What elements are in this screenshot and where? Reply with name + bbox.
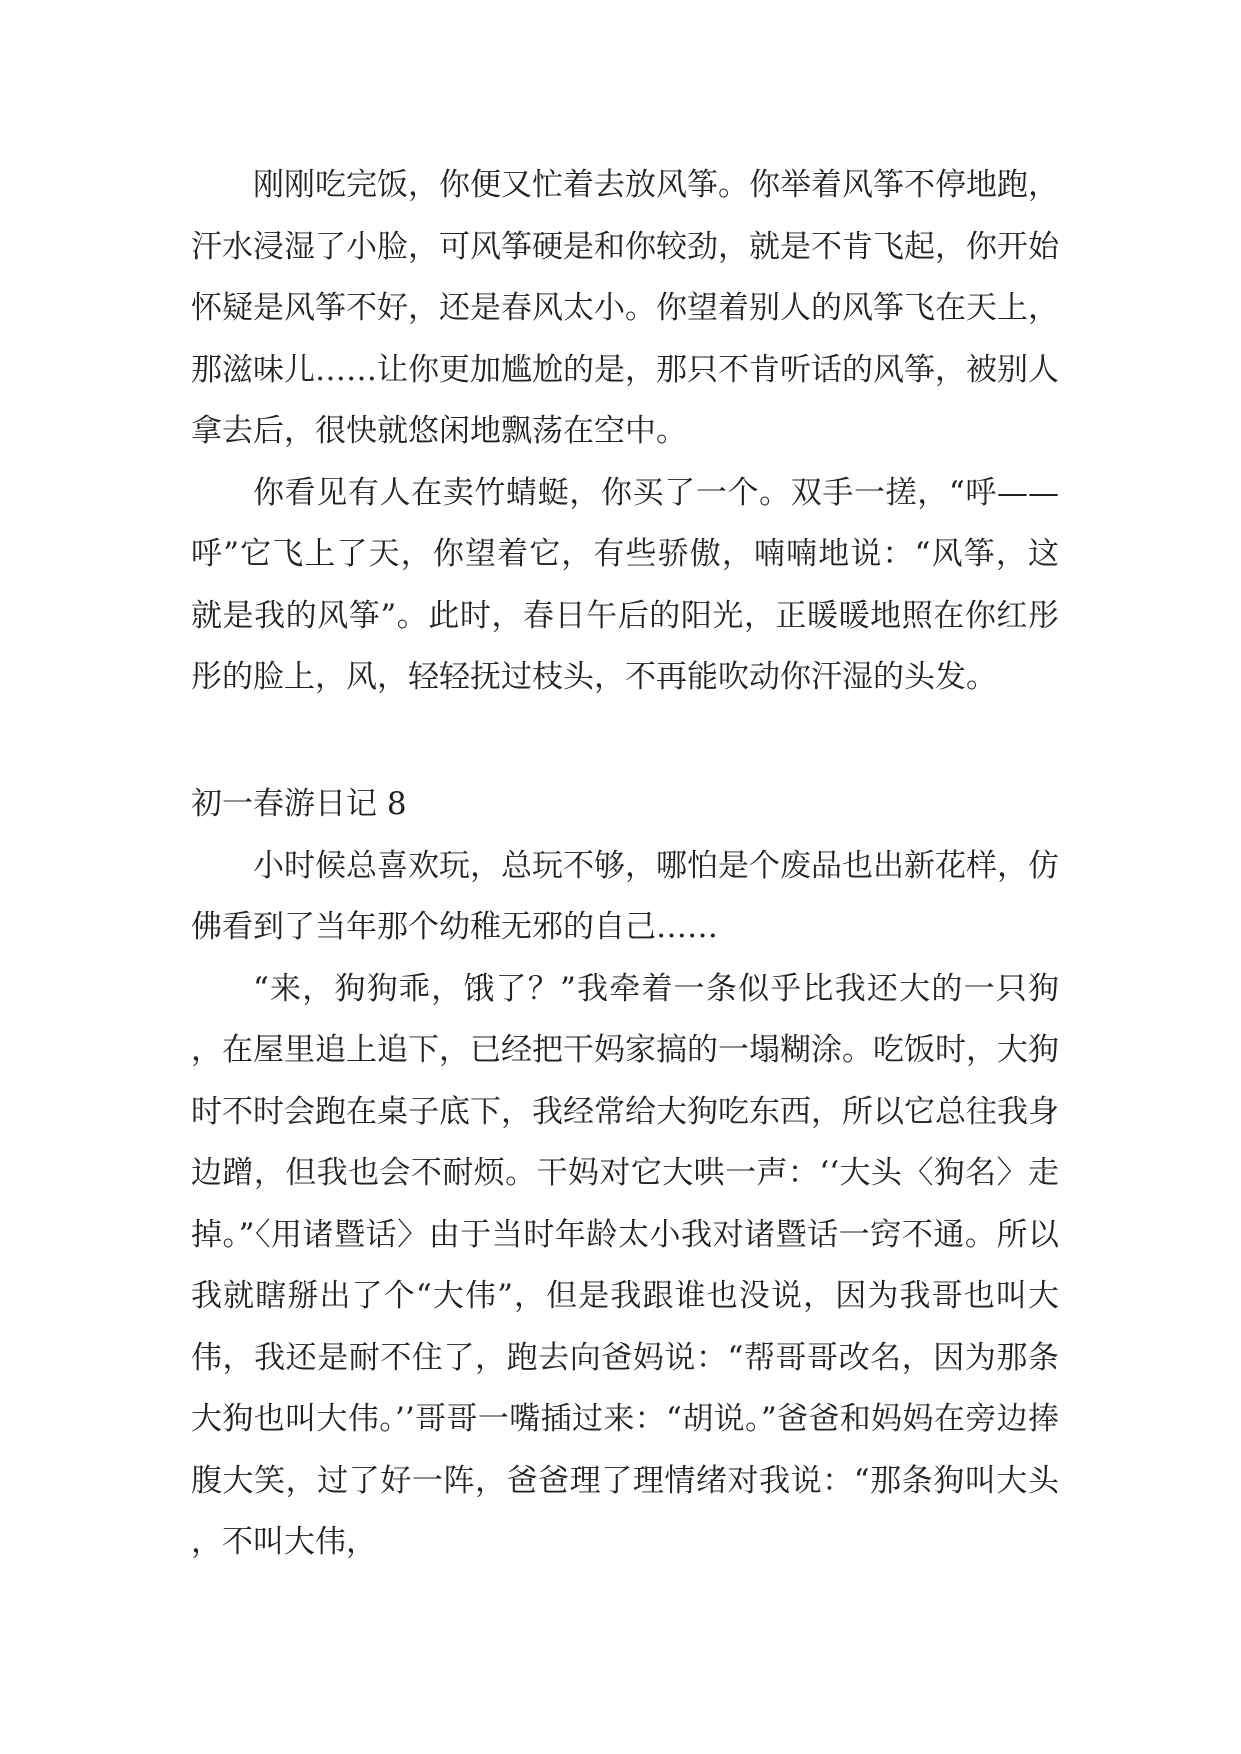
- text-block-bottom: [191, 774, 1059, 1574]
- paragraph-dog-story: “来，狗狗乖，饿了？”我牵着一条似乎比我还大的一只狗，在屋里追上追下，已经把干妈家搞的一塌糊涂。吃饭时，大狗时不时会跑在桌子底下，我经常给大狗吃东西，所以它总往我身边蹭，但我也会不耐烦。干妈对它大哄一声：‘‘大头〈狗名〉走掉。”〈用诸暨话〉由于当时年龄太小我对诸暨话一窍不通。所以我就瞎掰出了个“大伟”，但是我跟谁也没说，因为我哥也叫大伟，我还是耐不住了，跑去向爸妈说：“帮哥哥改名，因为那条大狗也叫大伟。’’哥哥一嘴插过来：“胡说。”爸爸和妈妈在旁边捧腹大笑，过了好一阵，爸爸理了理情绪对我说：“那条狗叫大头，不叫大伟，: [191, 970, 1059, 1560]
- paragraph-kite: 刚刚吃完饭，你便又忙着去放风筝。你举着风筝不停地跑，汗水浸湿了小脸，可风筝硬是和你较劲，就是不肯飞起，你开始怀疑是风筝不好，还是春风太小。你望着别人的风筝飞在天上，那滋味儿……让你更加尴尬的是，那只不肯听话的风筝，被别人拿去后，很快就悠闲地飘荡在空中。: [191, 167, 1059, 449]
- paragraph-bamboo-dragonfly: 你看见有人在卖竹蜻蜓，你买了一个。双手一搓，“呼——呼”它飞上了天，你望着它，有些骄傲，喃喃地说：“风筝，这就是我的风筝”。此时，春日午后的阳光，正暖暖地照在你红彤彤的脸上，风，轻轻抚过枝头，不再能吹动你汗湿的头发。: [191, 474, 1059, 695]
- paragraph-childhood: 小时候总喜欢玩，总玩不够，哪怕是个废品也出新花样，仿佛看到了当年那个幼稚无邪的自己……: [191, 847, 1059, 945]
- text-block-top: [191, 155, 1059, 709]
- section-title: 初一春游日记 8: [191, 786, 407, 822]
